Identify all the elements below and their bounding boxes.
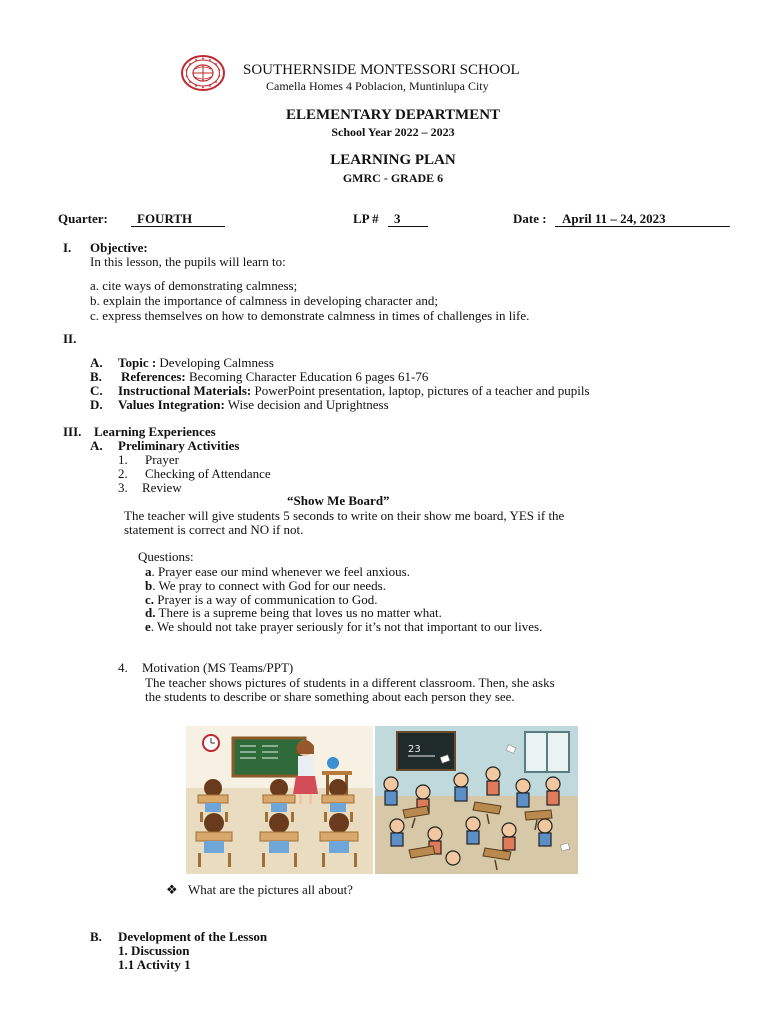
references-value: Becoming Character Education 6 pages 61-76 xyxy=(188,369,429,384)
calm-classroom-picture xyxy=(186,726,373,874)
svg-text:23: 23 xyxy=(408,744,421,755)
section2-item-materials xyxy=(118,384,590,398)
partA-letter: A. xyxy=(90,438,103,453)
section3-numeral: III. xyxy=(63,424,82,439)
lp-value: 3 xyxy=(388,212,428,227)
chaotic-classroom-picture xyxy=(375,726,578,874)
objective-item: b. explain the importance of calmness in developing character and; xyxy=(90,293,438,308)
board-instruction-line: statement is correct and NO if not. xyxy=(124,522,304,537)
question-item xyxy=(145,620,542,634)
question-text: . Prayer ease our mind whenever we feel anxious. xyxy=(151,564,410,579)
values-value: Wise decision and Uprightness xyxy=(227,397,389,412)
section1-intro: In this lesson, the pupils will learn to: xyxy=(90,254,286,269)
question-letter: e xyxy=(145,619,151,634)
section2-item-letter: B. xyxy=(90,369,102,384)
question-text: . We should not take prayer seriously for it’s not that important to our lives. xyxy=(150,619,543,634)
section2-item-topic xyxy=(118,356,274,370)
board-instruction-line: The teacher will give students 5 seconds to write on their show me board, YES if the xyxy=(124,508,565,523)
partB-title: Development of the Lesson xyxy=(118,929,268,944)
topic-label: Topic : xyxy=(118,355,157,370)
step-number: 1. xyxy=(118,452,128,467)
materials-label: Instructional Materials: xyxy=(118,383,252,398)
department-title: ELEMENTARY DEPARTMENT xyxy=(285,107,501,123)
section2-item-letter: A. xyxy=(90,355,103,370)
section3-title: Learning Experiences xyxy=(94,424,216,439)
section1-title: Objective: xyxy=(90,240,148,255)
motivation-line: The teacher shows pictures of students in a different classroom. Then, she asks xyxy=(145,675,555,690)
date-value: April 11 – 24, 2023 xyxy=(555,212,730,227)
question-letter: c. xyxy=(145,592,155,607)
references-label: References: xyxy=(121,369,186,384)
values-label: Values Integration: xyxy=(118,397,225,412)
question-letter: a xyxy=(145,564,152,579)
section2-item-values xyxy=(118,398,389,412)
partB-letter: B. xyxy=(90,929,102,944)
section2-numeral: II. xyxy=(63,331,77,346)
school-year: School Year 2022 – 2023 xyxy=(331,125,455,139)
section2-item-letter: D. xyxy=(90,397,103,412)
objective-item: a. cite ways of demonstrating calmness; xyxy=(90,278,298,293)
step-number: 2. xyxy=(118,466,128,481)
motivation-number: 4. xyxy=(118,660,128,675)
partA-title: Preliminary Activities xyxy=(118,438,240,453)
motivation-line: the students to describe or share something about each person they see. xyxy=(145,689,515,704)
question-letter: d. xyxy=(145,605,156,620)
step-text: Checking of Attendance xyxy=(145,466,271,481)
question-item xyxy=(145,579,386,593)
plan-title: LEARNING PLAN xyxy=(330,152,456,168)
step-number: 3. xyxy=(118,480,128,495)
picture-question: What are the pictures all about? xyxy=(188,882,353,897)
section1-numeral: I. xyxy=(63,240,72,255)
motivation-title: Motivation (MS Teams/PPT) xyxy=(142,660,294,675)
show-me-board-title: “Show Me Board” xyxy=(287,493,390,508)
diamond-bullet-icon: ❖ xyxy=(166,882,178,897)
objective-item: c. express themselves on how to demonstrate calmness in times of challenges in life. xyxy=(90,308,530,323)
question-letter: b xyxy=(145,578,153,593)
topic-value: Developing Calmness xyxy=(159,355,274,370)
questions-label: Questions: xyxy=(138,549,194,564)
question-item xyxy=(145,565,410,579)
school-address: Camella Homes 4 Poblacion, Muntinlupa City xyxy=(266,79,489,93)
partB-sub1: 1. Discussion xyxy=(118,943,190,958)
lp-label: LP # xyxy=(353,211,379,226)
question-text: . We pray to connect with God for our needs. xyxy=(152,578,386,593)
section2-item-references xyxy=(121,370,428,384)
step-text: Review xyxy=(142,480,182,495)
quarter-label: Quarter: xyxy=(58,211,108,226)
partB-sub2: 1.1 Activity 1 xyxy=(118,957,191,972)
materials-value: PowerPoint presentation, laptop, pictures of a teacher and pupils xyxy=(254,383,590,398)
plan-subtitle: GMRC - GRADE 6 xyxy=(342,171,444,185)
date-label: Date : xyxy=(513,211,547,226)
section2-item-letter: C. xyxy=(90,383,103,398)
school-seal-logo xyxy=(181,55,225,91)
question-text: There is a supreme being that loves us no matter what. xyxy=(155,605,442,620)
quarter-value: FOURTH xyxy=(131,212,225,227)
question-item xyxy=(145,606,442,620)
step-text: Prayer xyxy=(145,452,179,467)
school-name: SOUTHERNSIDE MONTESSORI SCHOOL xyxy=(243,62,520,78)
question-text: Prayer is a way of communication to God. xyxy=(154,592,378,607)
